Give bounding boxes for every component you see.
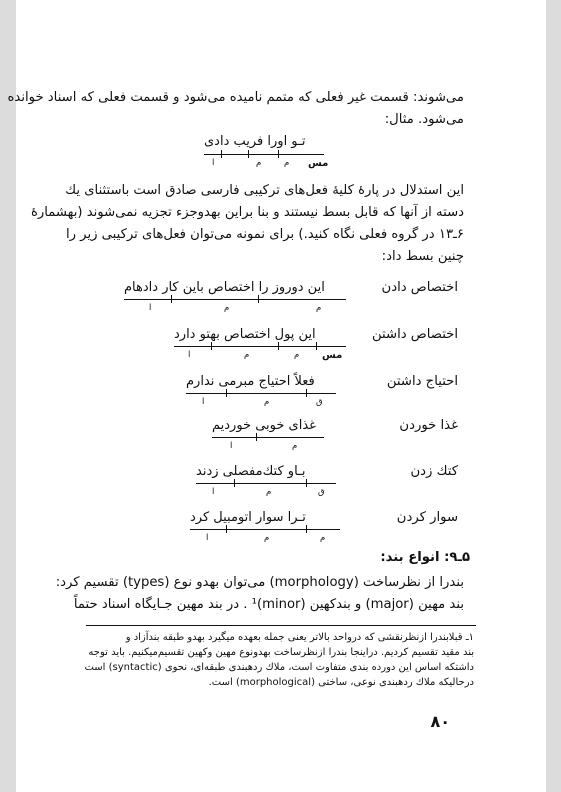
footnote-line-3: داشتکه اساس این دورده بندی متفاوت است، ملاك ردهبندی طبقه‌ای، نحوی (syntactic) است (84, 662, 474, 673)
example-marker: م (224, 303, 230, 313)
footnote-line-4: درحالیکه ملاك ردهبندی نوعی، ساختی (morphological) است. (208, 677, 474, 688)
example-sentence: غذای خوبی خوردیم (212, 418, 316, 433)
section-heading: ۵ـ۹: انواع بند: (380, 550, 470, 565)
example-marker: مس (322, 350, 343, 361)
example-underline (174, 346, 346, 347)
paragraph-3-line-2: بند مهین (major) و بندکهین (minor)¹ . در بند مهین جـایگاه اسناد حتماً (73, 597, 464, 612)
paragraph-2-line-3: ۶ـ۱۳ در گروه فعلی نگاه کنید.) برای نمونه می‌توان فعل‌های ترکیبی زیر را (65, 227, 464, 242)
example-marker: ا (230, 441, 233, 451)
paragraph-2-line-2: دسته از آنها که قابل بسط نیستند و بنا براین بهدوجزء تجزیه نمی‌شوند (بهشمارهٔ (30, 205, 464, 220)
example-tick (171, 295, 172, 303)
example-tick (211, 342, 212, 350)
example-label: غذا خوردن (399, 418, 458, 433)
example-sentence: فعلاً احتیاج مبرمی ندارم (186, 374, 315, 389)
example-sentence: بـاو کتك‌مفصلی زدند (196, 464, 306, 479)
example-marker: ا (206, 533, 209, 543)
example-marker: م (294, 350, 300, 360)
example-underline (186, 393, 336, 394)
example-tick (278, 342, 279, 350)
paragraph-1-line-2: می‌شود. مثال: (384, 112, 464, 127)
example-marker: م (264, 533, 270, 543)
example-marker: ا (202, 397, 205, 407)
example-main-tick (248, 150, 249, 158)
example-underline (124, 299, 346, 300)
example-marker: م (316, 303, 322, 313)
example-tick (256, 433, 257, 441)
example-marker: ق (318, 487, 325, 497)
example-tick (306, 525, 307, 533)
example-main-marker: مس (308, 158, 329, 169)
example-label: احتیاج داشتن (386, 374, 458, 389)
example-tick (306, 389, 307, 397)
paragraph-2-line-1: این استدلال در پارهٔ کلیهٔ فعل‌های ترکیبی فارسی صادق است باستثنای یك (65, 183, 464, 198)
example-marker: م (264, 397, 270, 407)
example-tick (226, 389, 227, 397)
paragraph-1-line-1: می‌شوند: قسمت غیر فعلی که متمم نامیده می‌شود و قسمت فعلی که اسناد خوانده (7, 90, 464, 105)
example-main-marker: ا (212, 158, 215, 168)
document-page (7, 0, 546, 792)
footnote-line-1: ۱ـ قبلابندرا ازنظرنقشی که درواحد بالاتر یعنی جمله بعهده میگیرد بهدو طبقه بندآزاد و (125, 632, 474, 643)
example-main-sentence: تـو اورا فریب دادی (204, 134, 306, 149)
example-tick (226, 525, 227, 533)
example-sentence: تـرا سوار اتومبیل کرد (190, 510, 306, 525)
example-label: اختصاص دادن (381, 280, 458, 295)
example-label: سوار کردن (396, 510, 458, 525)
example-label: اختصاص داشتن (372, 327, 458, 342)
example-marker: ق (316, 397, 323, 407)
example-sentence: این دوروز را اختصاص باین کار دادهام (124, 280, 325, 295)
example-tick (234, 479, 235, 487)
example-marker: ا (149, 303, 152, 313)
example-tick (306, 479, 307, 487)
example-marker: م (292, 441, 298, 451)
paragraph-3-line-1: بندرا از نظرساخت (morphology) می‌توان بهدو نوع (types) تقسیم کرد: (55, 575, 464, 590)
example-marker: ا (212, 487, 215, 497)
example-marker: م (320, 533, 326, 543)
example-main-underline (204, 154, 324, 155)
example-marker: م (244, 350, 250, 360)
example-label: کتك زدن (410, 464, 458, 479)
example-underline (196, 483, 336, 484)
example-main-marker: م (256, 158, 262, 168)
page-number: ۸۰ (430, 712, 450, 731)
example-underline (190, 529, 340, 530)
paragraph-2-line-4: چنین بسط داد: (381, 249, 464, 264)
example-marker: م (266, 487, 272, 497)
example-main-tick (278, 150, 279, 158)
example-main-marker: م (284, 158, 290, 168)
footnote-line-2: بند مقید تقسیم کردیم. دراینجا بندرا ازنظرساخت بهدونوع مهین وکهین تقسیم‌میکنیم. باید توجه (88, 647, 474, 658)
example-tick (258, 295, 259, 303)
example-sentence: این پول اختصاص بهتو دارد (174, 327, 316, 342)
example-main-tick (221, 150, 222, 158)
footnote-separator (86, 625, 476, 626)
example-marker: ا (188, 350, 191, 360)
example-underline (212, 437, 324, 438)
example-tick (316, 342, 317, 350)
